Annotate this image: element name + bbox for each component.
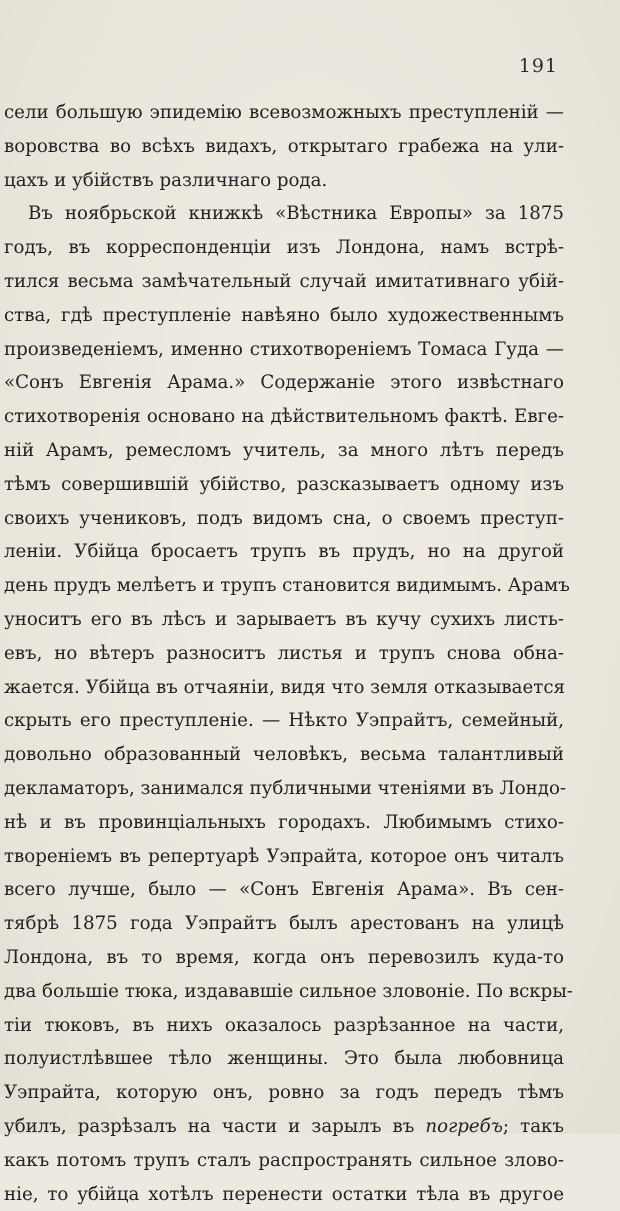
text-line: уноситъ его въ лѣсъ и зарываетъ въ кучу сухихъ листь- — [4, 603, 564, 637]
text-line: тябрѣ 1875 года Уэпрайтъ былъ арестованъ на улицѣ — [4, 907, 564, 941]
italic-word: погребъ — [425, 1116, 502, 1137]
text-line: сели большую эпидемію всевозможныхъ преступленій — — [4, 96, 564, 130]
text-line: жается. Убійца въ отчаяніи, видя что земля отказывается — [4, 671, 564, 705]
text-line: тѣмъ совершившій убійство, разсказываетъ одному изъ — [4, 468, 564, 502]
text-line: два большіе тюка, издававшіе сильное зловоніе. По вскры- — [4, 975, 564, 1009]
text-line: воровства во всѣхъ видахъ, открытаго грабежа на ули- — [4, 130, 564, 164]
text-line: Уэпрайта, которую онъ, ровно за годъ передъ тѣмъ — [4, 1076, 564, 1110]
text-line: декламаторъ, занимался публичными чтеніями въ Лондо- — [4, 772, 564, 806]
text-line: Лондона, въ то время, когда онъ перевозилъ куда-то — [4, 941, 564, 975]
text-line: годъ, въ корреспонденціи изъ Лондона, намъ встрѣ- — [4, 231, 564, 265]
text-line: какъ потомъ трупъ сталъ распространять сильное злово- — [4, 1144, 564, 1178]
text-line: леніи. Убійца бросаетъ трупъ въ прудъ, но на другой — [4, 535, 564, 569]
text-segment: убилъ, разрѣзалъ на части и зарылъ въ — [4, 1116, 425, 1137]
text-line: полуистлѣвшее тѣло женщины. Это была любовница — [4, 1042, 564, 1076]
text-line: довольно образованный человѣкъ, весьма талантливый — [4, 738, 564, 772]
text-line: ній Арамъ, ремесломъ учитель, за много лѣтъ передъ — [4, 434, 564, 468]
text-line-with-italic — [4, 1110, 564, 1144]
text-line: тіи тюковъ, въ нихъ оказалось разрѣзанное на части, — [4, 1009, 564, 1043]
text-line: «Сонъ Евгенія Арама.» Содержаніе этого извѣстнаго — [4, 366, 564, 400]
text-line: ства, гдѣ преступленіе навѣяно было художественнымъ — [4, 299, 564, 333]
text-line: нѣ и въ провинціальныхъ городахъ. Любимымъ стихо- — [4, 806, 564, 840]
text-line: скрыть его преступленіе. — Нѣкто Уэпрайтъ, семейный, — [4, 704, 564, 738]
text-line: твореніемъ въ репертуарѣ Уэпрайта, которое онъ читалъ — [4, 840, 564, 874]
paragraph-start-line: Въ ноябрьской книжкѣ «Вѣстника Европы» за 1875 — [4, 197, 564, 231]
text-line: день прудъ мелѣетъ и трупъ становится видимымъ. Арамъ — [4, 569, 564, 603]
text-line: своихъ учениковъ, подъ видомъ сна, о своемъ преступ- — [4, 502, 564, 536]
text-segment: ; такъ — [503, 1116, 564, 1137]
text-line: стихотворенія основано на дѣйствительномъ фактѣ. Евге- — [4, 400, 564, 434]
page-number: 191 — [519, 55, 558, 77]
text-line: тился весьма замѣчательный случай имитативнаго убій- — [4, 265, 564, 299]
text-line: произведеніемъ, именно стихотвореніемъ Томаса Гуда — — [4, 333, 564, 367]
text-line: ніе, то убійца хотѣлъ перенести остатки тѣла въ другое — [4, 1178, 564, 1211]
text-line: всего лучше, было — «Сонъ Евгенія Арама». Въ сен- — [4, 873, 564, 907]
body-text — [4, 96, 564, 1211]
text-line: евъ, но вѣтеръ разноситъ листья и трупъ снова обна- — [4, 637, 564, 671]
text-line: цахъ и убійствъ различнаго рода. — [4, 164, 564, 198]
